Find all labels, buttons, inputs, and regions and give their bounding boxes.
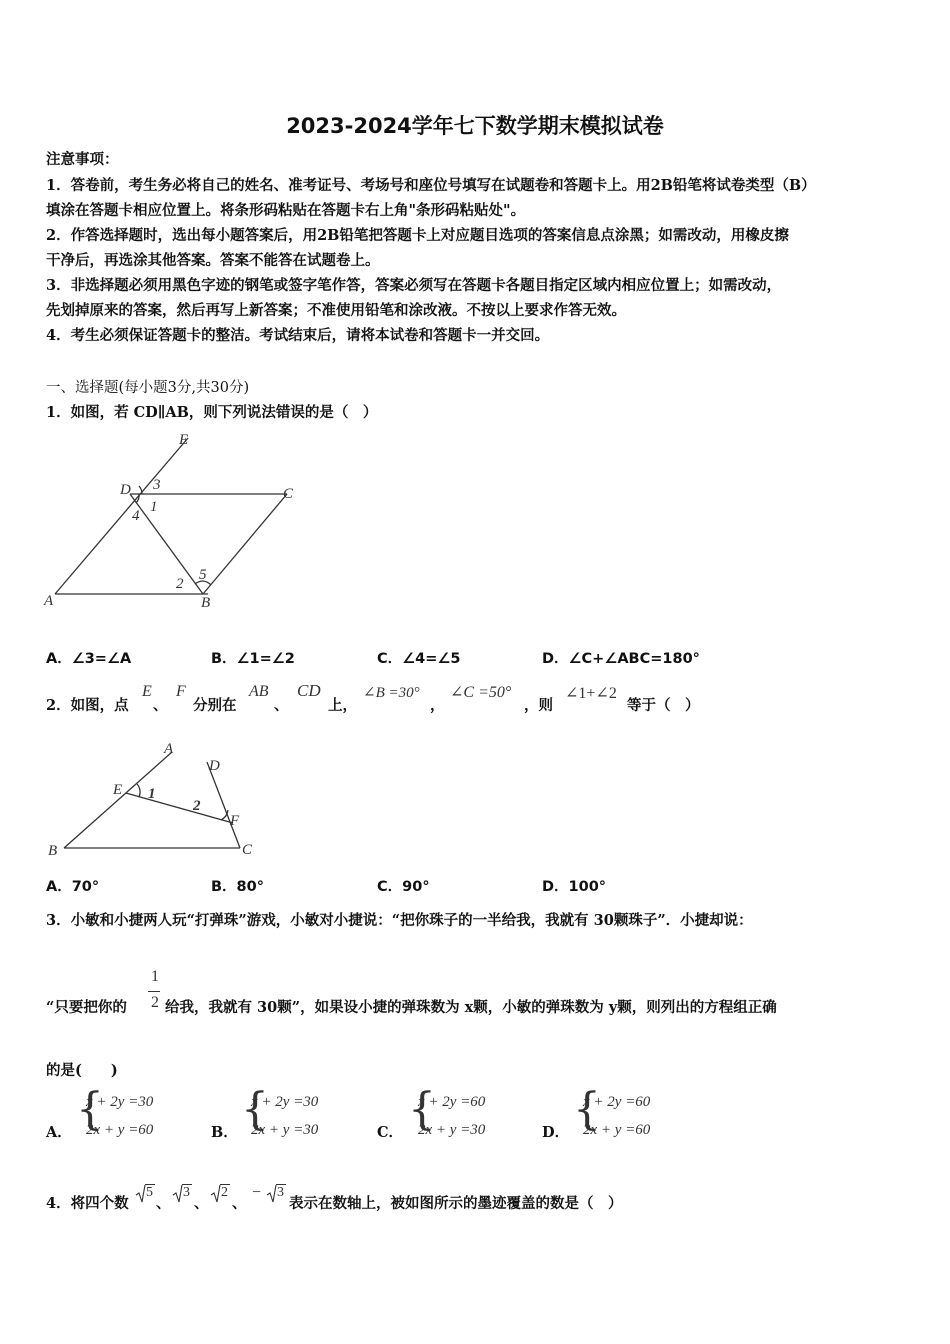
notice-line: 先划掉原来的答案，然后再写上新答案；不准使用铅笔和涂改液。不按以上要求作答无效。: [46, 302, 626, 319]
notice-line: 1．答卷前，考生务必将自己的姓名、准考证号、考场号和座位号填写在试题卷和答题卡上。用2B铅笔将试卷类型（B）: [46, 177, 816, 194]
section-heading: 一、选择题(每小题3分,共30分): [46, 380, 250, 396]
angle-5-label: 5: [199, 567, 207, 583]
equation-2: 2x + y =60: [583, 1122, 651, 1138]
q2-stem-on: 上，: [328, 697, 357, 714]
angle1-arc: [137, 784, 140, 797]
q3-line-2-start: “只要把你的: [46, 999, 127, 1016]
q4-stem-start: 4．将四个数: [46, 1195, 129, 1212]
q3-line-3: 的是( ): [46, 1062, 118, 1079]
q2-sep: 、: [153, 697, 168, 714]
radical-icon: [135, 1184, 146, 1204]
equation-2: 2x + y =30: [251, 1122, 319, 1138]
angle-2-label: 2: [193, 798, 201, 814]
notice-line: 干净后，再选涂其他答案。答案不能答在试题卷上。: [46, 252, 380, 269]
q3-fraction-bar: [148, 991, 160, 992]
q3-option-b-label[interactable]: B．: [211, 1124, 238, 1141]
notice-line: 3．非选择题必须用黑色字迹的钢笔或签字笔作答，答案必须写在答题卡各题目指定区域内相应位置上；如需改动，: [46, 277, 782, 294]
line-DB: [130, 494, 203, 594]
q2-point-e: E: [142, 683, 152, 700]
notice-line: 4．考生必须保证答题卡的整洁。考试结束后，请将本试卷和答题卡一并交回。: [46, 327, 550, 344]
q1-figure: [40, 428, 310, 613]
radical-icon: [210, 1184, 221, 1204]
q3-fraction-numerator: 1: [151, 968, 159, 985]
radicand: 2: [221, 1185, 228, 1200]
angle-1-label: 1: [150, 499, 158, 515]
q2-option-d[interactable]: D．100°: [542, 879, 607, 895]
q2-point-f: F: [176, 683, 186, 700]
equation-1: x + 2y =60: [583, 1094, 651, 1110]
q3-option-c-label[interactable]: C．: [377, 1124, 404, 1141]
brace-icon: {: [241, 1084, 269, 1135]
q4-stem-end: 表示在数轴上，被如图所示的墨迹覆盖的数是（ ）: [289, 1195, 623, 1212]
radicand: 5: [146, 1185, 153, 1200]
brace-icon: {: [573, 1084, 601, 1135]
q2-stem-then: ，则: [524, 697, 553, 714]
line-BA: [64, 752, 172, 848]
q2-sep: 、: [274, 697, 289, 714]
q1-option-b[interactable]: B．∠1=∠2: [211, 651, 295, 667]
q2-stem-mid: 分别在: [193, 697, 237, 714]
q2-segment-ab: AB: [249, 683, 269, 700]
notice-line: 填涂在答题卡相应位置上。将条形码粘贴在答题卡右上角"条形码粘贴处"。: [46, 202, 526, 219]
q1-option-c[interactable]: C．∠4=∠5: [377, 651, 461, 667]
q1-option-a[interactable]: A．∠3=∠A: [46, 651, 132, 667]
label-C: C: [283, 486, 294, 502]
label-A: A: [164, 741, 174, 757]
angle-3-label: 3: [153, 477, 161, 493]
equation-2: 2x + y =30: [418, 1122, 486, 1138]
q2-angle-sum: ∠1+∠2: [565, 685, 617, 702]
label-C: C: [242, 842, 253, 858]
notice-heading: 注意事项：: [46, 151, 119, 168]
q1-option-d[interactable]: D．∠C+∠ABC=180°: [542, 651, 700, 667]
q3-fraction-denominator: 2: [151, 994, 159, 1011]
q2-option-c[interactable]: C．90°: [377, 879, 430, 895]
line-BC: [203, 494, 287, 594]
line-AE: [55, 438, 188, 594]
angle-4-label: 4: [132, 508, 140, 524]
q2-comma: ，: [430, 697, 445, 714]
q2-stem-end: 等于（ ）: [627, 697, 700, 714]
equation-1: x + 2y =30: [251, 1094, 319, 1110]
q4-sep: 、: [232, 1195, 247, 1212]
radicand: 3: [183, 1185, 190, 1200]
q2-option-a[interactable]: A．70°: [46, 879, 100, 895]
angle-2-label: 2: [176, 576, 184, 592]
angle-1-label: 1: [148, 786, 156, 802]
q2-option-b[interactable]: B．80°: [211, 879, 264, 895]
q3-option-d-label[interactable]: D．: [542, 1124, 570, 1141]
page-title: 2023-2024学年七下数学期末模拟试卷: [286, 114, 664, 138]
label-D: D: [120, 482, 131, 498]
angle2-arc: [221, 810, 228, 820]
q4-sep: 、: [156, 1195, 171, 1212]
line-DC: [207, 762, 240, 848]
label-F: F: [230, 813, 240, 829]
label-E: E: [179, 432, 189, 448]
radical-icon: [172, 1184, 183, 1204]
q3-line-2-rest: 给我，我就有 30颗”，如果设小捷的弹珠数为 x颗，小敏的弹珠数为 y颗，则列出的方程组正确: [165, 999, 777, 1016]
q2-angle-c: ∠C =50°: [450, 684, 512, 701]
q4-minus-sign: −: [252, 1184, 262, 1201]
q2-figure: [40, 738, 270, 863]
radicand: 3: [277, 1185, 284, 1200]
radical-icon: [266, 1184, 277, 1204]
q3-option-a-label[interactable]: A．: [46, 1124, 72, 1141]
equation-2: 2x + y =60: [86, 1122, 154, 1138]
q3-line-1: 3．小敏和小捷两人玩“打弹珠”游戏，小敏对小捷说：“把你珠子的一半给我，我就有 30颗珠子”．小捷却说：: [46, 912, 753, 929]
q2-stem-start: 2．如图，点: [46, 697, 129, 714]
brace-icon: {: [408, 1084, 436, 1135]
label-B: B: [201, 595, 211, 611]
equation-1: x + 2y =60: [418, 1094, 486, 1110]
label-E: E: [113, 782, 123, 798]
q1-stem: 1．如图，若 CD∥AB，则下列说法错误的是（ ）: [46, 404, 378, 421]
label-A: A: [44, 593, 54, 609]
q4-sep: 、: [194, 1195, 209, 1212]
q2-angle-b: ∠B =30°: [363, 685, 420, 701]
label-B: B: [48, 843, 58, 859]
equation-1: x + 2y =30: [86, 1094, 154, 1110]
notice-line: 2．作答选择题时，选出每小题答案后，用2B铅笔把答题卡上对应题目选项的答案信息点涂黑；如需改动，用橡皮擦: [46, 227, 789, 244]
brace-icon: {: [76, 1084, 104, 1135]
line-EF: [126, 793, 233, 823]
label-D: D: [209, 758, 220, 774]
q2-segment-cd: CD: [297, 681, 321, 700]
